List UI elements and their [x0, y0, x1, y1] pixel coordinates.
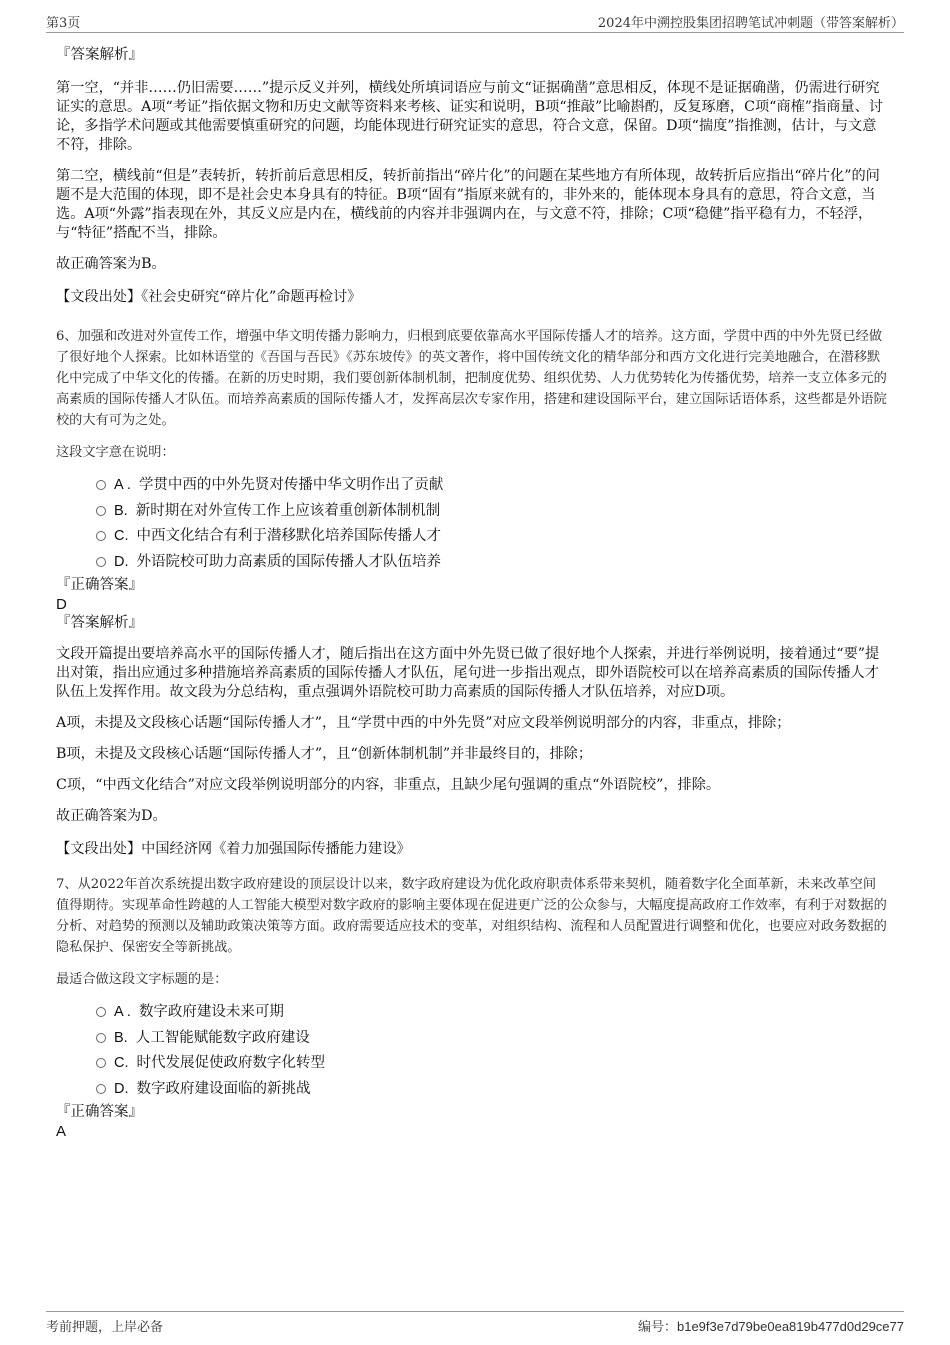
q7-option-a[interactable] [56, 1001, 888, 1027]
q5-analysis-para1: 第一空，“并非……仍旧需要……”提示反义并列，横线处所填词语应与前文“证据确凿”意思相反，体现不是证据确凿，仍需进行研究证实的意思。A项“考证”指依据文物和历史文献等资料来考核、证实和说明，B项“推敲”比喻斟酌，反复琢磨，C项“商榷”指商量、讨论，多指学术问题或其他需要慎重研究的问题，均能体现进行研究证实的意思，符合文意，保留。D项“揣度”指推测，估计，与文意不符，排除。 [56, 80, 883, 153]
q6-source: 【文段出处】中国经济网《着力加强国际传播能力建设》 [56, 841, 411, 857]
page-number: 第3页 [46, 16, 81, 31]
page-footer [46, 1311, 904, 1336]
q6-conclusion: 故正确答案为D。 [56, 808, 167, 824]
q6-option-d[interactable] [56, 551, 888, 577]
q6-analysis-para1: 文段开篇提出要培养高水平的国际传播人才，随后指出在这方面中外先贤已做了很好地个人探索，并进行举例说明，接着通过“要”提出对策，指出应通过多种措施培养高素质的国际传播人才队伍，尾句进一步指出观点，即外语院校可以在培养高素质的国际传播人才队伍上发挥作用。故文段为分总结构，重点强调外语院校可助力高素质的国际传播人才队伍培养，对应D项。 [56, 646, 880, 700]
q7-option-d[interactable] [56, 1078, 888, 1104]
q7-correct-label: 『正确答案』 [56, 1104, 143, 1120]
q7-options [56, 1001, 888, 1103]
q6-prompt: 这段文字意在说明： [56, 445, 175, 460]
q7-option-c[interactable] [56, 1052, 888, 1078]
page-content [56, 46, 888, 1141]
q6-correct-answer: D [56, 596, 67, 613]
option-text: 外语院校可助力高素质的国际传播人才队伍培养 [136, 553, 441, 570]
q6-analysis-para2: A项，未提及文段核心话题“国际传播人才”，且“学贯中西的中外先贤”对应文段举例说明部分的内容，非重点，排除； [56, 715, 791, 731]
q6-correct-label: 『正确答案』 [56, 577, 143, 593]
option-letter: D. [114, 1080, 129, 1097]
option-letter: B. [114, 1029, 128, 1046]
option-letter: C. [114, 1055, 129, 1071]
q7-correct-answer: A [56, 1123, 67, 1140]
radio-button-icon[interactable] [96, 1058, 106, 1068]
option-text: 中西文化结合有利于潜移默化培养国际传播人才 [136, 528, 441, 544]
q5-conclusion: 故正确答案为B。 [56, 256, 166, 272]
radio-button-icon[interactable] [96, 531, 106, 541]
footer-slogan: 考前押题，上岸必备 [46, 1320, 164, 1335]
q7-option-b[interactable] [56, 1027, 888, 1053]
radio-button-icon[interactable] [96, 1007, 106, 1017]
q6-option-b[interactable] [56, 500, 888, 526]
page-header [46, 12, 904, 33]
q5-source: 【文段出处】《社会史研究“碎片化”命题再检讨》 [56, 289, 362, 305]
option-text: 新时期在对外宣传工作上应该着重创新体制机制 [135, 502, 441, 519]
radio-button-icon[interactable] [96, 1033, 106, 1043]
option-letter: A . [114, 477, 131, 493]
q6-analysis-para3: B项，未提及文段核心话题“国际传播人才”，且“创新体制机制”并非最终目的，排除； [56, 746, 593, 762]
q7-prompt: 最适合做这段文字标题的是： [56, 972, 228, 987]
q5-analysis-para2: 第二空，横线前“但是”表转折，转折前后意思相反，转折前指出“碎片化”的问题在某些地方有所体现，故转折后应指出“碎片化”的问题不是大范围的体现，即不是社会史本身具有的特征。B项“固有”指原来就有的，非外来的，能体现本身具有的意思，符合文意，当选。A项“外露”指表现在外，其反义应是内在，横线前的内容并非强调内在，与文意不符，排除；C项“稳健”指平稳有力，不轻浮，与“特征”搭配不当，排除。 [56, 168, 880, 241]
q6-option-a[interactable] [56, 474, 888, 500]
radio-button-icon[interactable] [96, 480, 106, 490]
document-id: 编号：b1e9f3e7d79be0ea819b477d0d29ce77 [637, 1319, 904, 1334]
option-text: 人工智能赋能数字政府建设 [135, 1029, 310, 1046]
option-letter: C. [114, 528, 129, 544]
option-text: 数字政府建设未来可期 [138, 1004, 284, 1020]
option-letter: B. [114, 502, 128, 519]
option-letter: A . [114, 1004, 131, 1020]
q6-analysis-label: 『答案解析』 [56, 615, 143, 631]
option-text: 数字政府建设面临的新挑战 [136, 1080, 311, 1097]
radio-button-icon[interactable] [96, 557, 106, 567]
q6-text: 6、加强和改进对外宣传工作，增强中华文明传播力影响力，归根到底要依靠高水平国际传播人才的培养。这方面，学贯中西的中外先贤已经做了很好地个人探索。比如林语堂的《吾国与吾民》《苏东坡传》的英文著作，将中国传统文化的精华部分和西方文化进行完美地融合，在潜移默化中完成了中华文化的传播。在新的历史时期，我们要创新体制机制，把制度优势、组织优势、人力优势转化为传播优势，培养一支立体多元的高素质的国际传播人才队伍。而培养高素质的国际传播人才，发挥高层次专家作用，搭建和建设国际平台，建立国际话语体系，这些都是外语院校的大有可为之处。 [56, 329, 887, 428]
q5-analysis-label: 『答案解析』 [56, 47, 143, 63]
document-title: 2024年中溯控股集团招聘笔试冲刺题（带答案解析） [597, 16, 904, 31]
q7-text: 7、从2022年首次系统提出数字政府建设的顶层设计以来，数字政府建设为优化政府职责体系带来契机，随着数字化全面革新，未来改革空间值得期待。实现革命性跨越的人工智能大模型对数字政府的影响主要体现在促进更广泛的公众参与，大幅度提高政府工作效率，有利于对数据的分析、对趋势的预测以及辅助政策决策等方面。政府需要适应技术的变革，对组织结构、流程和人员配置进行调整和优化，也要应对政务数据的隐私保护、保密安全等新挑战。 [56, 877, 887, 955]
option-text: 学贯中西的中外先贤对传播中华文明作出了贡献 [138, 477, 444, 493]
radio-button-icon[interactable] [96, 506, 106, 516]
option-text: 时代发展促使政府数字化转型 [136, 1055, 325, 1071]
q6-option-c[interactable] [56, 525, 888, 551]
option-letter: D. [114, 553, 129, 570]
q6-analysis-para4: C项，“中西文化结合”对应文段举例说明部分的内容，非重点，且缺少尾句强调的重点“外语院校”，排除。 [56, 777, 721, 793]
q6-options [56, 474, 888, 576]
radio-button-icon[interactable] [96, 1084, 106, 1094]
